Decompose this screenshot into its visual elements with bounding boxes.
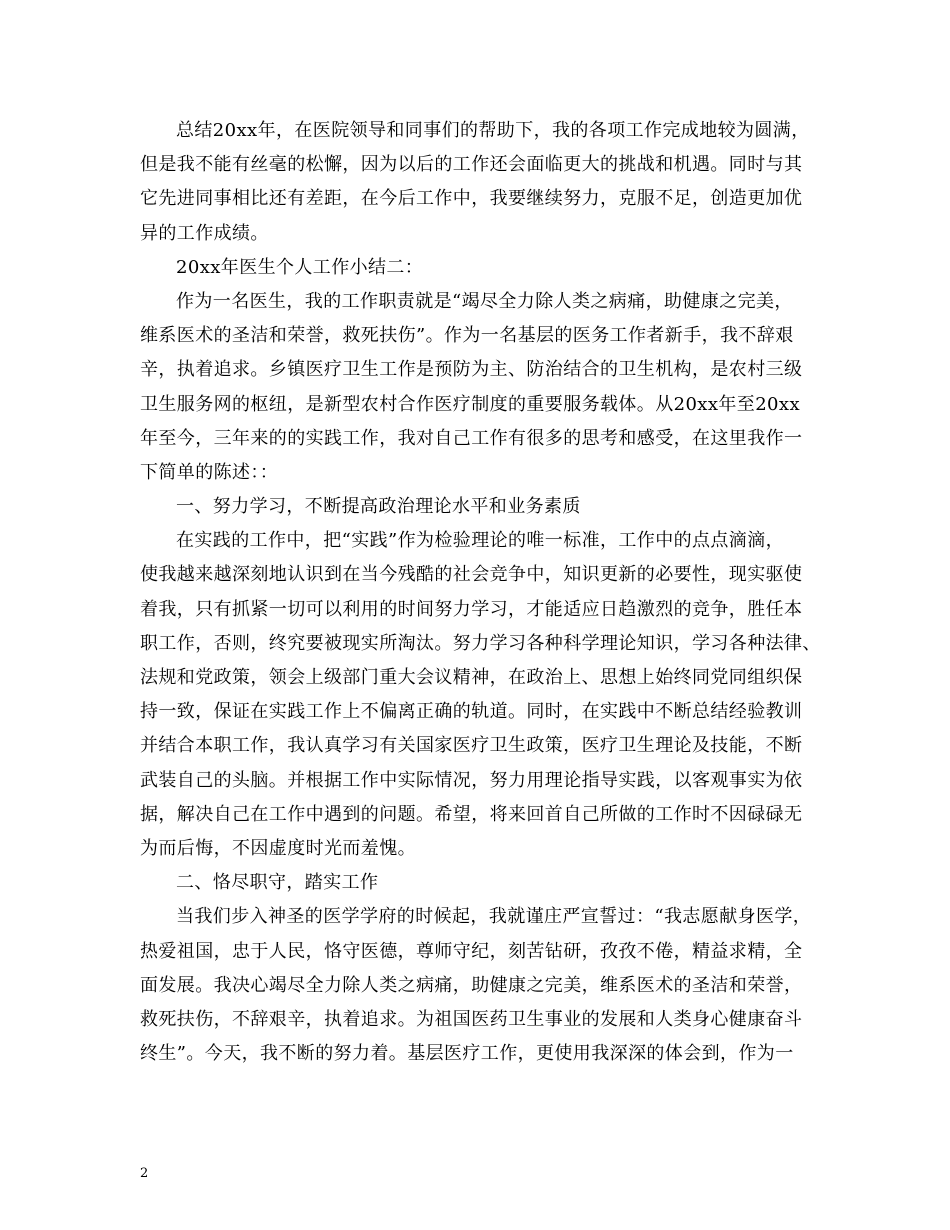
text-line: 着我，只有抓紧一切可以利用的时间努力学习，才能适应日趋激烈的竞争，胜任本 <box>140 598 803 620</box>
text-line: 作为一名医生，我的工作职责就是“竭尽全力除人类之病痛，助健康之完美， <box>176 290 793 312</box>
page-number: 2 <box>140 1166 149 1181</box>
text-line: 维系医术的圣洁和荣誉，救死扶伤”。作为一名基层的医务工作者新手，我不辞艰 <box>140 325 794 347</box>
text-line: 它先进同事相比还有差距，在今后工作中，我要继续努力，克服不足，创造更加优 <box>140 188 803 210</box>
text-line: 在实践的工作中，把“实践”作为检验理论的唯一标准，工作中的点点滴滴， <box>176 530 785 552</box>
text-line: 终生”。今天，我不断的努力着。基层医疗工作，更使用我深深的体会到，作为一 <box>140 1043 794 1065</box>
text-line: 但是我不能有丝毫的松懈，因为以后的工作还会面临更大的挑战和机遇。同时与其 <box>140 154 803 176</box>
section-heading: 二、恪尽职守，踏实工作 <box>176 872 379 894</box>
text-line: 下简单的陈述：： <box>140 461 279 483</box>
text-line: 持一致，保证在实践工作上不偏离正确的轨道。同时，在实践中不断总结经验教训 <box>140 701 803 723</box>
text-line: 救死扶伤，不辞艰辛，执着追求。为祖国医药卫生事业的发展和人类身心健康奋斗 <box>140 1008 803 1030</box>
text-line: 职工作，否则，终究要被现实所淘汰。努力学习各种科学理论知识，学习各种法律、 <box>140 632 821 654</box>
text-line: 据，解决自己在工作中遇到的问题。希望，将来回首自己所做的工作时不因碌碌无 <box>140 803 803 825</box>
text-line: 辛，执着追求。乡镇医疗卫生工作是预防为主、防治结合的卫生机构，是农村三级 <box>140 359 803 381</box>
text-line: 异的工作成绩。 <box>140 222 269 244</box>
text-line: 武装自己的头脑。并根据工作中实际情况，努力用理论指导实践，以客观事实为依 <box>140 769 803 791</box>
text-line: 卫生服务网的枢纽，是新型农村合作医疗制度的重要服务载体。从20xx年至20xx <box>140 393 801 415</box>
text-line: 年至今，三年来的的实践工作，我对自己工作有很多的思考和感受，在这里我作一 <box>140 427 803 449</box>
text-line: 使我越来越深刻地认识到在当今残酷的社会竞争中，知识更新的必要性，现实驱使 <box>140 564 803 586</box>
text-line: 总结20xx年，在医院领导和同事们的帮助下，我的各项工作完成地较为圆满， <box>176 120 810 141</box>
section-heading: 20xx年医生个人工作小结二： <box>176 256 424 278</box>
text-line: 当我们步入神圣的医学学府的时候起，我就谨庄严宣誓过：“我志愿献身医学， <box>176 906 812 928</box>
text-line: 法规和党政策，领会上级部门重大会议精神，在政治上、思想上始终同党同组织保 <box>140 667 803 688</box>
text-line: 为而后悔，不因虚度时光而羞愧。 <box>140 837 416 859</box>
text-line: 面发展。我决心竭尽全力除人类之病痛，助健康之完美，维系医术的圣洁和荣誉， <box>140 974 803 996</box>
document-body <box>140 114 821 1071</box>
text-line: 并结合本职工作，我认真学习有关国家医疗卫生政策，医疗卫生理论及技能，不断 <box>140 735 803 757</box>
text-line: 热爱祖国，忠于人民，恪守医德，尊师守纪，刻苦钻研，孜孜不倦，精益求精，全 <box>140 940 803 962</box>
section-heading: 一、努力学习，不断提高政治理论水平和业务素质 <box>176 496 581 518</box>
